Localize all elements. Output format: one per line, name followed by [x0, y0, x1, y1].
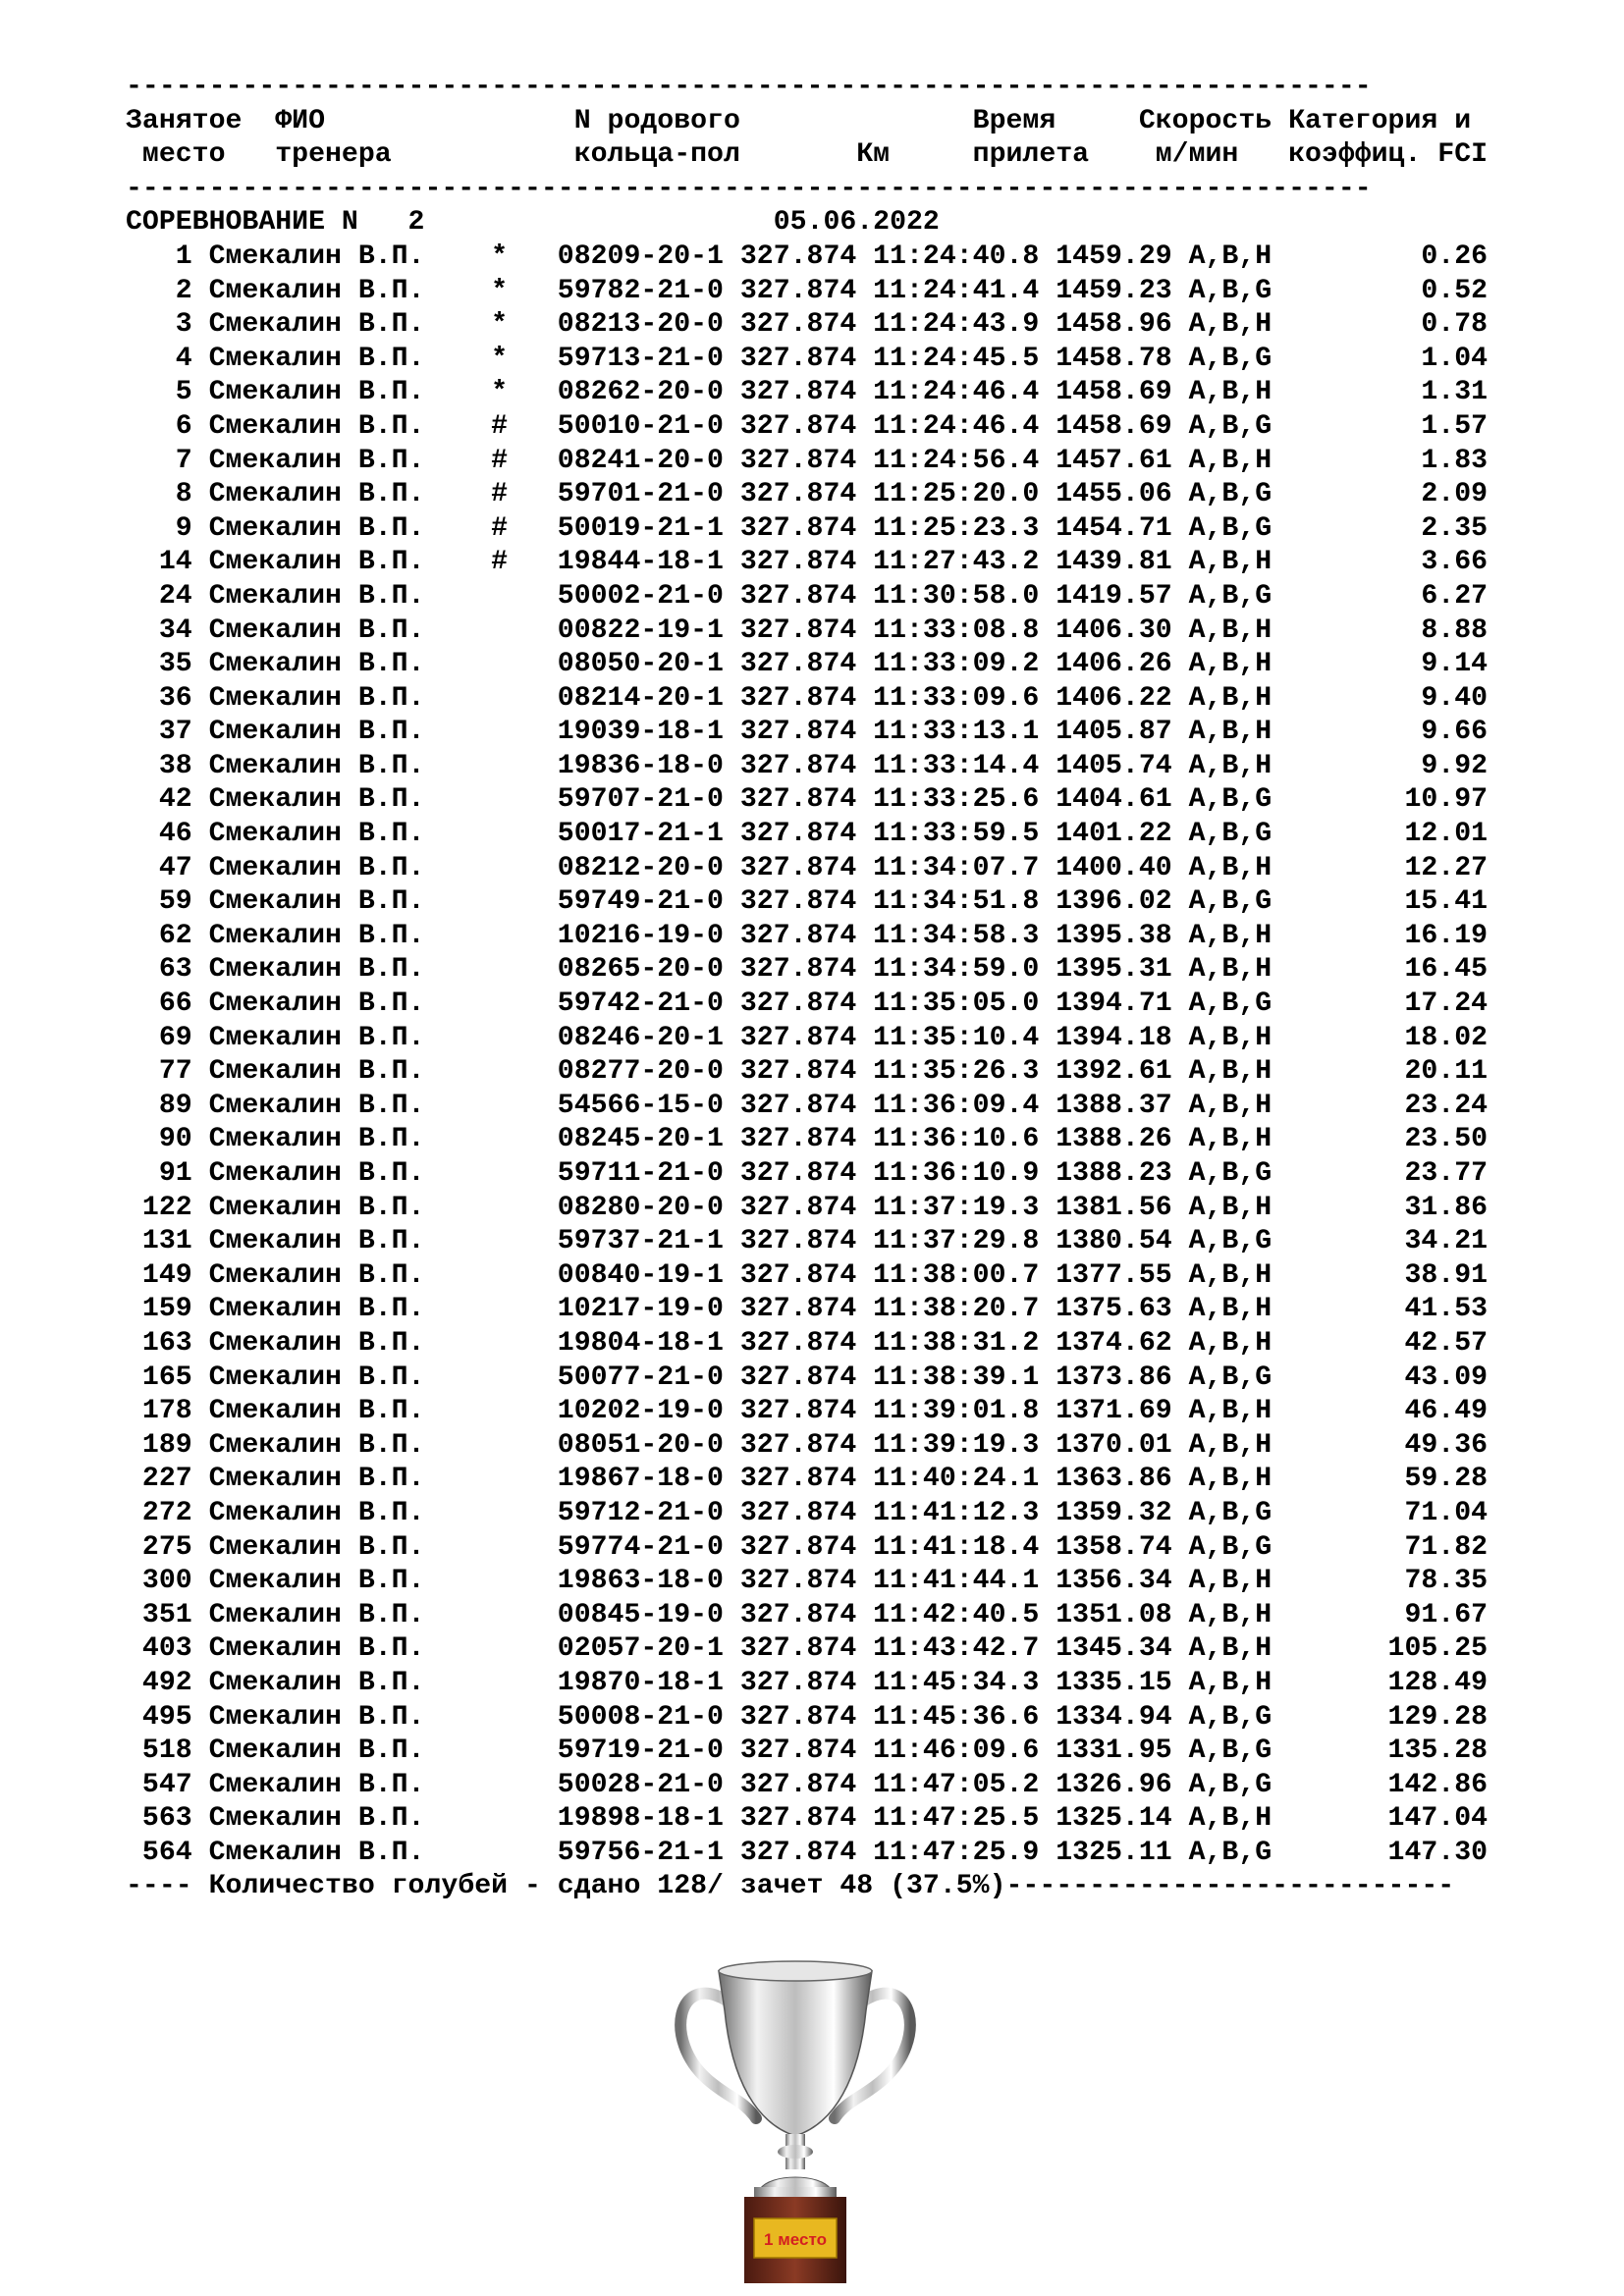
results-table [126, 240, 1598, 1871]
table-row: 272 Смекалин В.П. 59712-21-0 327.874 11:41:12.3 1359.32 A,B,G 71.04 [126, 1497, 1489, 1528]
table-row: 2 Смекалин В.П. * 59782-21-0 327.874 11:24:41.4 1459.23 A,B,G 0.52 [126, 275, 1489, 306]
table-row: 63 Смекалин В.П. 08265-20-0 327.874 11:34:59.0 1395.31 A,B,H 16.45 [126, 954, 1489, 986]
table-row: 159 Смекалин В.П. 10217-19-0 327.874 11:38:20.7 1375.63 A,B,H 41.53 [126, 1294, 1489, 1325]
table-row: 77 Смекалин В.П. 08277-20-0 327.874 11:35:26.3 1392.61 A,B,H 20.11 [126, 1056, 1489, 1088]
table-row: 547 Смекалин В.П. 50028-21-0 327.874 11:47:05.2 1326.96 A,B,G 142.86 [126, 1769, 1489, 1800]
table-row: 69 Смекалин В.П. 08246-20-1 327.874 11:35:10.4 1394.18 A,B,H 18.02 [126, 1022, 1489, 1053]
table-row: 35 Смекалин В.П. 08050-20-1 327.874 11:33:09.2 1406.26 A,B,H 9.14 [126, 649, 1489, 680]
header-row-1: Занятое ФИО N родового Время Скорость Категория и [126, 105, 1472, 136]
table-row: 1 Смекалин В.П. * 08209-20-1 327.874 11:24:40.8 1459.29 A,B,H 0.26 [126, 240, 1489, 272]
table-row: 122 Смекалин В.П. 08280-20-0 327.874 11:37:19.3 1381.56 A,B,H 31.86 [126, 1192, 1489, 1223]
table-row: 90 Смекалин В.П. 08245-20-1 327.874 11:36:10.6 1388.26 A,B,H 23.50 [126, 1124, 1489, 1155]
table-row: 403 Смекалин В.П. 02057-20-1 327.874 11:43:42.7 1345.34 A,B,H 105.25 [126, 1633, 1489, 1665]
table-row: 163 Смекалин В.П. 19804-18-1 327.874 11:38:31.2 1374.62 A,B,H 42.57 [126, 1327, 1489, 1359]
table-row: 8 Смекалин В.П. # 59701-21-0 327.874 11:25:20.0 1455.06 A,B,G 2.09 [126, 479, 1489, 510]
table-row: 7 Смекалин В.П. # 08241-20-0 327.874 11:24:56.4 1457.61 A,B,H 1.83 [126, 445, 1489, 476]
table-row: 34 Смекалин В.П. 00822-19-1 327.874 11:33:08.8 1406.30 A,B,H 8.88 [126, 614, 1489, 646]
table-row: 131 Смекалин В.П. 59737-21-1 327.874 11:37:29.8 1380.54 A,B,G 34.21 [126, 1226, 1489, 1257]
top-divider: --------------------------------------------------------------------------- [126, 72, 1372, 102]
summary-line: ---- Количество голубей - сдано 128/ зачет 48 (37.5%)--------------------------- [126, 1871, 1455, 1902]
header-row-2: место тренера кольца-пол Км прилета м/мин коэффиц. FCI [126, 139, 1489, 171]
table-row: 275 Смекалин В.П. 59774-21-0 327.874 11:41:18.4 1358.74 A,B,G 71.82 [126, 1531, 1489, 1563]
table-row: 563 Смекалин В.П. 19898-18-1 327.874 11:47:25.5 1325.14 A,B,H 147.04 [126, 1803, 1489, 1835]
header-divider: --------------------------------------------------------------------------- [126, 173, 1372, 204]
table-row: 59 Смекалин В.П. 59749-21-0 327.874 11:34:51.8 1396.02 A,B,G 15.41 [126, 886, 1489, 918]
table-row: 6 Смекалин В.П. # 50010-21-0 327.874 11:24:46.4 1458.69 A,B,G 1.57 [126, 410, 1489, 442]
table-row: 36 Смекалин В.П. 08214-20-1 327.874 11:33:09.6 1406.22 A,B,H 9.40 [126, 682, 1489, 714]
table-row: 149 Смекалин В.П. 00840-19-1 327.874 11:38:00.7 1377.55 A,B,H 38.91 [126, 1259, 1489, 1291]
table-row: 300 Смекалин В.П. 19863-18-0 327.874 11:41:44.1 1356.34 A,B,H 78.35 [126, 1566, 1489, 1597]
table-row: 37 Смекалин В.П. 19039-18-1 327.874 11:33:13.1 1405.87 A,B,H 9.66 [126, 717, 1489, 748]
trophy-label: 1 место [764, 2230, 827, 2249]
table-row: 66 Смекалин В.П. 59742-21-0 327.874 11:35:05.0 1394.71 A,B,G 17.24 [126, 988, 1489, 1020]
table-row: 62 Смекалин В.П. 10216-19-0 327.874 11:34:58.3 1395.38 A,B,H 16.19 [126, 920, 1489, 951]
table-row: 3 Смекалин В.П. * 08213-20-0 327.874 11:24:43.9 1458.96 A,B,H 0.78 [126, 309, 1489, 341]
table-row: 492 Смекалин В.П. 19870-18-1 327.874 11:45:34.3 1335.15 A,B,H 128.49 [126, 1667, 1489, 1698]
trophy-cup-icon [658, 1932, 933, 2285]
table-row: 38 Смекалин В.П. 19836-18-0 327.874 11:33:14.4 1405.74 A,B,H 9.92 [126, 750, 1489, 781]
table-row: 4 Смекалин В.П. * 59713-21-0 327.874 11:24:45.5 1458.78 A,B,G 1.04 [126, 343, 1489, 374]
table-row: 47 Смекалин В.П. 08212-20-0 327.874 11:34:07.7 1400.40 A,B,H 12.27 [126, 852, 1489, 883]
table-row: 5 Смекалин В.П. * 08262-20-0 327.874 11:24:46.4 1458.69 A,B,H 1.31 [126, 377, 1489, 408]
table-row: 495 Смекалин В.П. 50008-21-0 327.874 11:45:36.6 1334.94 A,B,G 129.28 [126, 1701, 1489, 1733]
table-row: 165 Смекалин В.П. 50077-21-0 327.874 11:38:39.1 1373.86 A,B,G 43.09 [126, 1362, 1489, 1393]
table-row: 24 Смекалин В.П. 50002-21-0 327.874 11:30:58.0 1419.57 A,B,G 6.27 [126, 580, 1489, 612]
table-row: 46 Смекалин В.П. 50017-21-1 327.874 11:33:59.5 1401.22 A,B,G 12.01 [126, 819, 1489, 850]
table-row: 518 Смекалин В.П. 59719-21-0 327.874 11:46:09.6 1331.95 A,B,G 135.28 [126, 1735, 1489, 1767]
table-row: 89 Смекалин В.П. 54566-15-0 327.874 11:36:09.4 1388.37 A,B,H 23.24 [126, 1090, 1489, 1121]
table-row: 91 Смекалин В.П. 59711-21-0 327.874 11:36:10.9 1388.23 A,B,G 23.77 [126, 1158, 1489, 1189]
table-row: 42 Смекалин В.П. 59707-21-0 327.874 11:33:25.6 1404.61 A,B,G 10.97 [126, 784, 1489, 816]
competition-line: СОРЕВНОВАНИЕ N 2 05.06.2022 [126, 207, 940, 239]
table-row: 564 Смекалин В.П. 59756-21-1 327.874 11:47:25.9 1325.11 A,B,G 147.30 [126, 1837, 1489, 1868]
table-row: 9 Смекалин В.П. # 50019-21-1 327.874 11:25:23.3 1454.71 A,B,G 2.35 [126, 512, 1489, 544]
table-row: 14 Смекалин В.П. # 19844-18-1 327.874 11:27:43.2 1439.81 A,B,H 3.66 [126, 547, 1489, 578]
table-row: 178 Смекалин В.П. 10202-19-0 327.874 11:39:01.8 1371.69 A,B,H 46.49 [126, 1396, 1489, 1427]
results-report [126, 71, 1598, 1904]
table-row: 351 Смекалин В.П. 00845-19-0 327.874 11:42:40.5 1351.08 A,B,H 91.67 [126, 1599, 1489, 1630]
table-row: 227 Смекалин В.П. 19867-18-0 327.874 11:40:24.1 1363.86 A,B,H 59.28 [126, 1464, 1489, 1495]
table-row: 189 Смекалин В.П. 08051-20-0 327.874 11:39:19.3 1370.01 A,B,H 49.36 [126, 1429, 1489, 1461]
